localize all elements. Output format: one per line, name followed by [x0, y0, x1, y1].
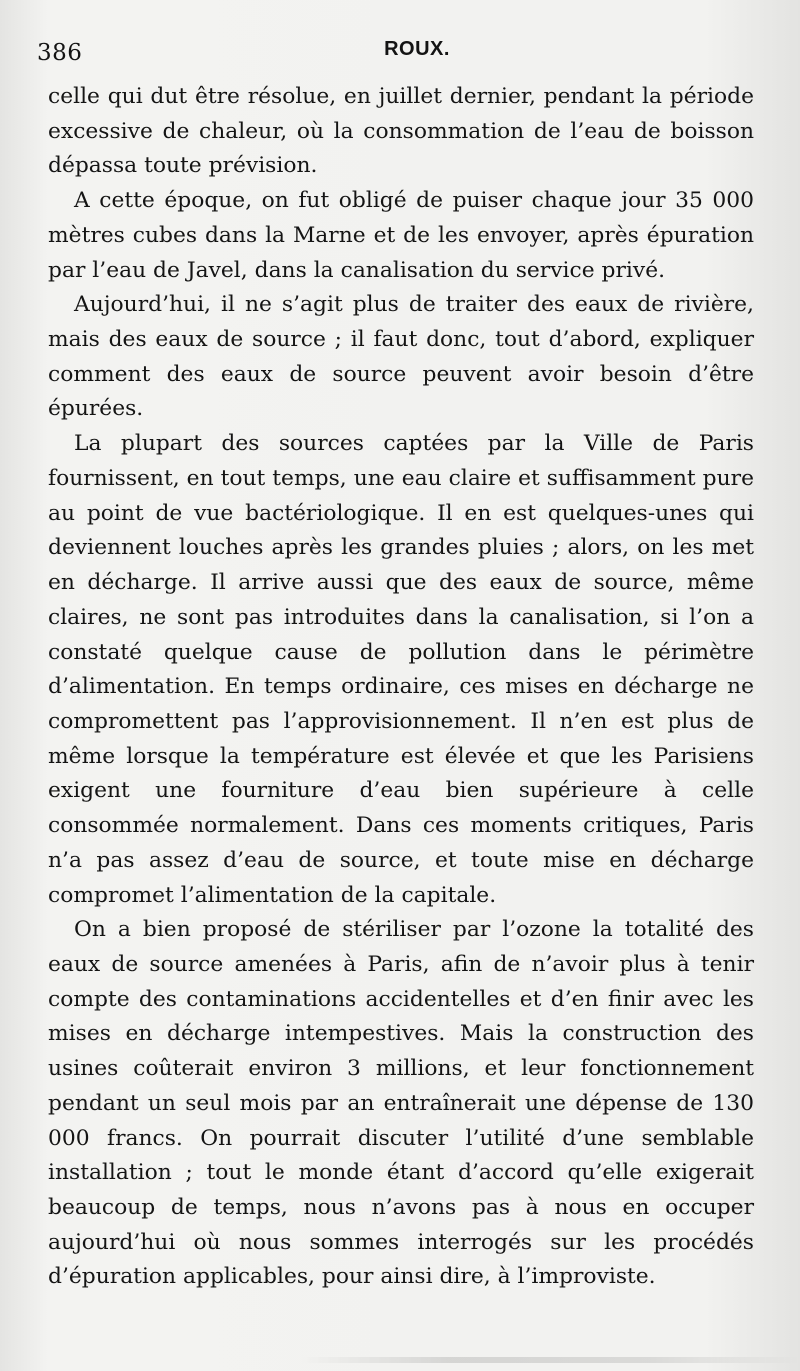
page-header: [37, 34, 757, 68]
body-text: [48, 80, 754, 1295]
footer-print-smudge: [300, 1357, 800, 1363]
page-number: 386: [37, 40, 83, 66]
running-head: ROUX.: [384, 38, 450, 60]
paragraph-2: A cette époque, on fut obligé de puiser chaque jour 35 000 mètres cubes dans la Marne et de les envoyer, après épuration par l’eau de Javel, dans la canalisation du service privé.: [48, 188, 754, 283]
paragraph-5: On a bien proposé de stériliser par l’ozone la totalité des eaux de source amenées à Paris, afin de n’avoir plus à tenir compte des contaminations accidentelles et d’en finir avec les mises en décharge intempestives. Mais la construction des usines coûterait environ 3 millions, et leur fonctionnement pendant un seul mois par an entraînerait une dépense de 130 000 francs. On pourrait discuter l’utilité d’une semblable installation ; tout le monde étant d’accord qu’elle exigerait beaucoup de temps, nous n’avons pas à nous en occuper aujourd’hui où nous sommes interrogés sur les procédés d’épuration applicables, pour ainsi dire, à l’improviste.: [48, 917, 754, 1290]
paragraph-4: La plupart des sources captées par la Ville de Paris fournissent, en tout temps, une eau claire et suffisamment pure au point de vue bactériologique. Il en est quelques-unes qui deviennent louches après les grandes pluies ; alors, on les met en décharge. Il arrive aussi que des eaux de source, même claires, ne sont pas introduites dans la canalisation, si l’on a constaté quelque cause de pollution dans le périmètre d’alimentation. En temps ordinaire, ces mises en décharge ne compromettent pas l’approvisionnement. Il n’en est plus de même lorsque la température est élevée et que les Parisiens exigent une fourniture d’eau bien supérieure à celle consommée normalement. Dans ces moments critiques, Paris n’a pas assez d’eau de source, et toute mise en décharge compromet l’alimentation de la capitale.: [48, 431, 754, 908]
paragraph-1: celle qui dut être résolue, en juillet dernier, pendant la période excessive de chaleur, où la consommation de l’eau de boisson dépassa toute prévision.: [48, 84, 754, 179]
paragraph-3: Aujourd’hui, il ne s’agit plus de traiter des eaux de rivière, mais des eaux de source ; il faut donc, tout d’abord, expliquer comment des eaux de source peuvent avoir besoin d’être épurées.: [48, 292, 754, 422]
